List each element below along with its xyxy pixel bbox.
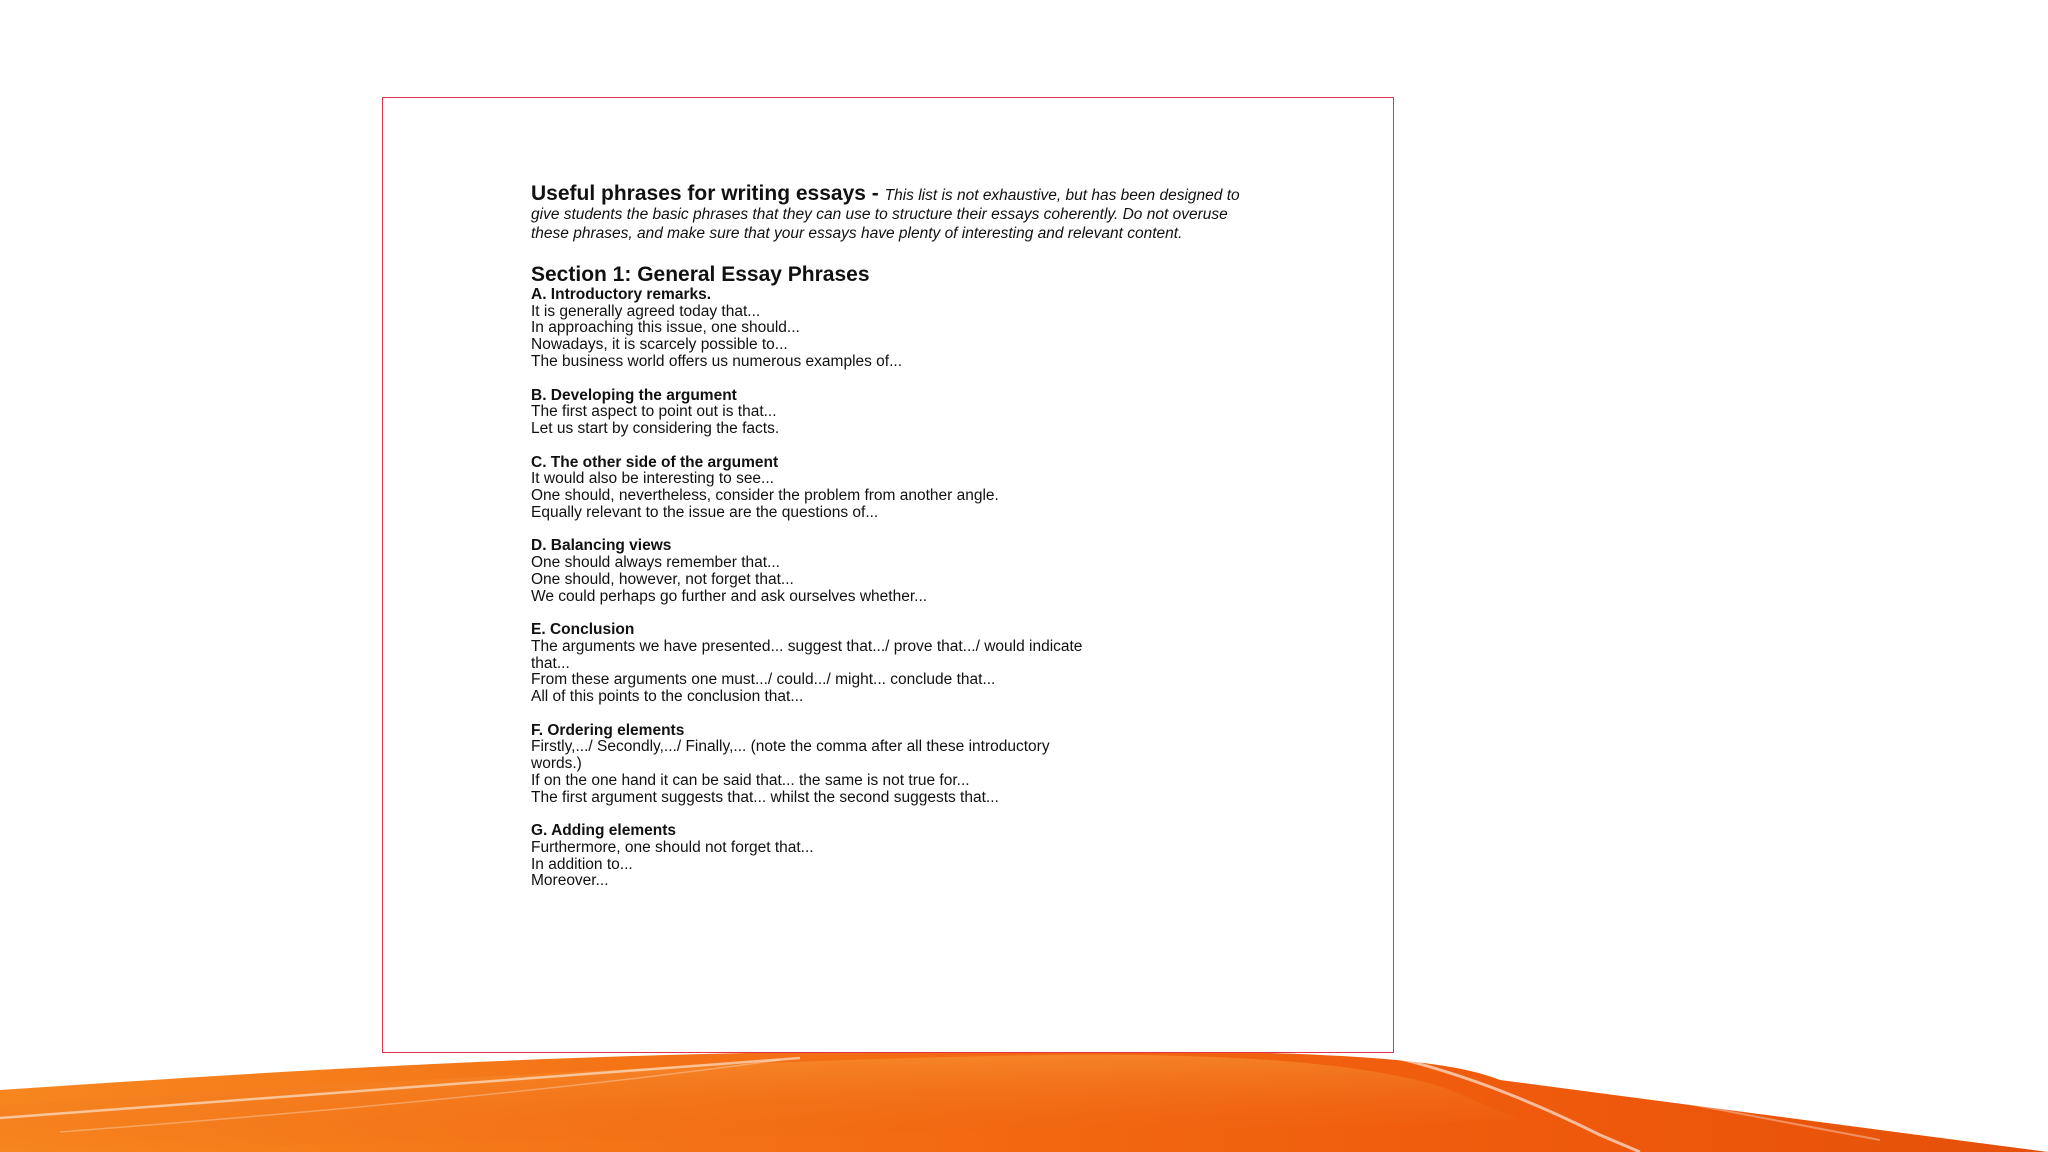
phrase-line: The first argument suggests that... whilst the second suggests that... — [531, 788, 999, 806]
document-title-block — [531, 182, 1251, 242]
phrase-line: The business world offers us numerous examples of... — [531, 352, 903, 370]
phrase-line: It would also be interesting to see... — [531, 470, 774, 488]
phrase-group — [531, 723, 1251, 807]
phrase-line: Nowadays, it is scarcely possible to... — [531, 336, 788, 354]
phrase-line: The first aspect to point out is that... — [531, 403, 777, 421]
phrase-line: Furthermore, one should not forget that... — [531, 838, 814, 856]
phrase-group-heading: F. Ordering elements — [531, 721, 685, 739]
phrase-line: It is generally agreed today that... — [531, 302, 761, 320]
phrase-line: The arguments we have presented... suggest that.../ prove that.../ would indicate — [531, 637, 1083, 655]
phrase-line: All of this points to the conclusion that... — [531, 688, 804, 706]
section-title: Section 1: General Essay Phrases — [531, 263, 870, 286]
phrase-group-heading: C. The other side of the argument — [531, 453, 779, 471]
document-image-frame — [382, 97, 1394, 1053]
phrase-group-heading: B. Developing the argument — [531, 386, 737, 404]
phrase-line: One should, nevertheless, consider the problem from another angle. — [531, 487, 999, 505]
document-title-note: This list is not exhaustive, but has been designed to give students the basic phrases that they can use to structure their essays coherently. Do not overuse these phrases, and make sure that your essays have plenty of interesting and relevant content. — [531, 187, 1240, 242]
document-title: Useful phrases for writing essays - — [531, 182, 885, 205]
phrase-line: Let us start by considering the facts. — [531, 419, 780, 437]
phrase-group — [531, 455, 1251, 522]
phrase-line: One should, however, not forget that... — [531, 570, 794, 588]
phrase-line: From these arguments one must.../ could.../ might... conclude that... — [531, 671, 996, 689]
phrase-line: that... — [531, 654, 570, 672]
document-content — [531, 182, 1251, 907]
phrase-line: In addition to... — [531, 855, 633, 873]
phrase-group — [531, 823, 1251, 890]
phrase-line: One should always remember that... — [531, 554, 780, 572]
phrase-group-heading: E. Conclusion — [531, 621, 635, 639]
phrase-group-heading: G. Adding elements — [531, 822, 676, 840]
phrase-line: Moreover... — [531, 872, 609, 890]
phrase-groups — [531, 287, 1251, 890]
phrase-group — [531, 538, 1251, 605]
phrase-line: Firstly,.../ Secondly,.../ Finally,... (note the comma after all these introductory — [531, 738, 1050, 756]
phrase-line: Equally relevant to the issue are the questions of... — [531, 503, 879, 521]
phrase-group-heading: D. Balancing views — [531, 537, 672, 555]
phrase-line: We could perhaps go further and ask ourselves whether... — [531, 587, 928, 605]
phrase-line: words.) — [531, 755, 582, 773]
phrase-group — [531, 622, 1251, 706]
phrase-line: If on the one hand it can be said that... the same is not true for... — [531, 771, 970, 789]
phrase-group — [531, 388, 1251, 438]
phrase-group-heading: A. Introductory remarks. — [531, 286, 712, 303]
phrase-group — [531, 287, 1251, 371]
phrase-line: In approaching this issue, one should... — [531, 319, 800, 337]
